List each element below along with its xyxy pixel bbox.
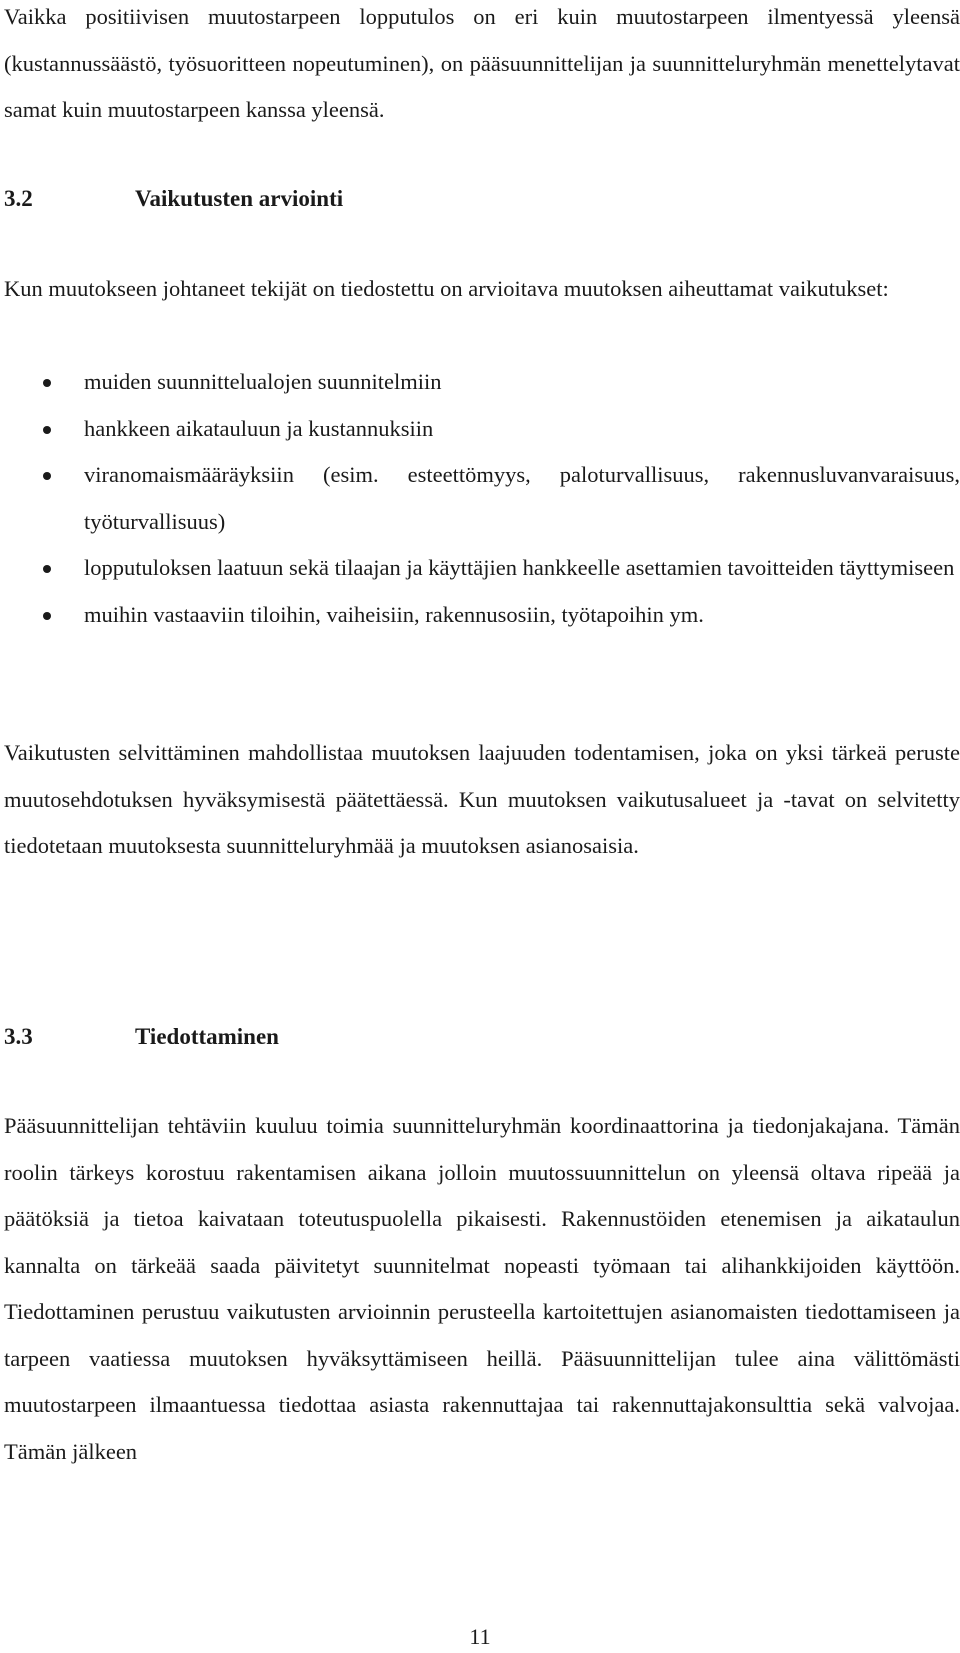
- effects-summary-paragraph: Vaikutusten selvittäminen mahdollistaa muutoksen laajuuden todentamisen, joka on yksi tärkeä peruste muutosehdotuksen hyväksymisestä päätettäessä. Kun muutoksen vaikutusalueet ja -tavat on selvitetty tiedotetaan muutoksesta suunnitteluryhmää ja muutoksen asianosaisia.: [4, 740, 960, 858]
- page-number: 11: [469, 1624, 491, 1649]
- list-item: [0, 406, 960, 453]
- bullet-icon: [43, 612, 51, 620]
- bullet-icon: [43, 379, 51, 387]
- section-number: 3.2: [4, 186, 33, 211]
- list-item-text: viranomaismääräyksiin (esim. esteettömyys, paloturvallisuus, rakennusluvanvaraisuus, työturvallisuus): [84, 462, 960, 534]
- list-item-text: lopputuloksen laatuun sekä tilaajan ja käyttäjien hankkeelle asettamien tavoitteiden täyttymiseen: [84, 555, 955, 580]
- section-heading-3-2: [4, 184, 343, 214]
- bullet-icon: [43, 472, 51, 480]
- list-item-text: muihin vastaaviin tiloihin, vaiheisiin, rakennusosiin, työtapoihin ym.: [84, 601, 704, 627]
- list-item: [0, 592, 960, 639]
- section-number: 3.3: [4, 1024, 33, 1049]
- effects-bullet-list: [0, 359, 960, 638]
- bullet-icon: [43, 426, 51, 434]
- list-item-text: hankkeen aikatauluun ja kustannuksiin: [84, 415, 434, 441]
- section-heading-3-3: [4, 1022, 279, 1052]
- communication-paragraph: Pääsuunnittelijan tehtäviin kuuluu toimia suunnitteluryhmän koordinaattorina ja tiedonjakajana. Tämän roolin tärkeys korostuu rakentamisen aikana jolloin muutossuunnittelun on yleensä oltava ripeää ja päätöksiä ja tietoa kaivataan toteutuspuolella pikaisesti. Rakennustöiden etenemisen ja aikataulun kannalta on tärkeää saada päivitetyt suunnitelmat nopeasti työmaan tai alihankkijoiden käyttöön. Tiedottaminen perustuu vaikutusten arvioinnin perusteella kartoitettujen asianomaisten tiedottamiseen ja tarpeen vaatiessa muutoksen hyväksyttämiseen heillä. Pääsuunnittelijan tulee aina välittömästi muutostarpeen ilmaantuessa tiedottaa asiasta rakennuttajaa tai rakennuttajakonsulttia sekä valvojaa. Tämän jälkeen: [4, 1113, 960, 1464]
- intro-paragraph: Vaikka positiivisen muutostarpeen lopputulos on eri kuin muutostarpeen ilmentyessä yleensä (kustannussäästö, työsuoritteen nopeutuminen), on pääsuunnittelijan ja suunnitteluryhmän menettelytavat samat kuin muutostarpeen kanssa yleensä.: [4, 4, 960, 122]
- bullet-icon: [43, 565, 51, 573]
- list-item: [0, 359, 960, 406]
- section-title: Tiedottaminen: [135, 1024, 279, 1049]
- list-item: [0, 452, 960, 545]
- section-title: Vaikutusten arviointi: [135, 186, 344, 211]
- list-item: [0, 545, 960, 592]
- list-item-text: muiden suunnittelualojen suunnitelmiin: [84, 369, 442, 394]
- effects-intro-paragraph: Kun muutokseen johtaneet tekijät on tiedostettu on arvioitava muutoksen aiheuttamat vaikutukset:: [4, 276, 889, 301]
